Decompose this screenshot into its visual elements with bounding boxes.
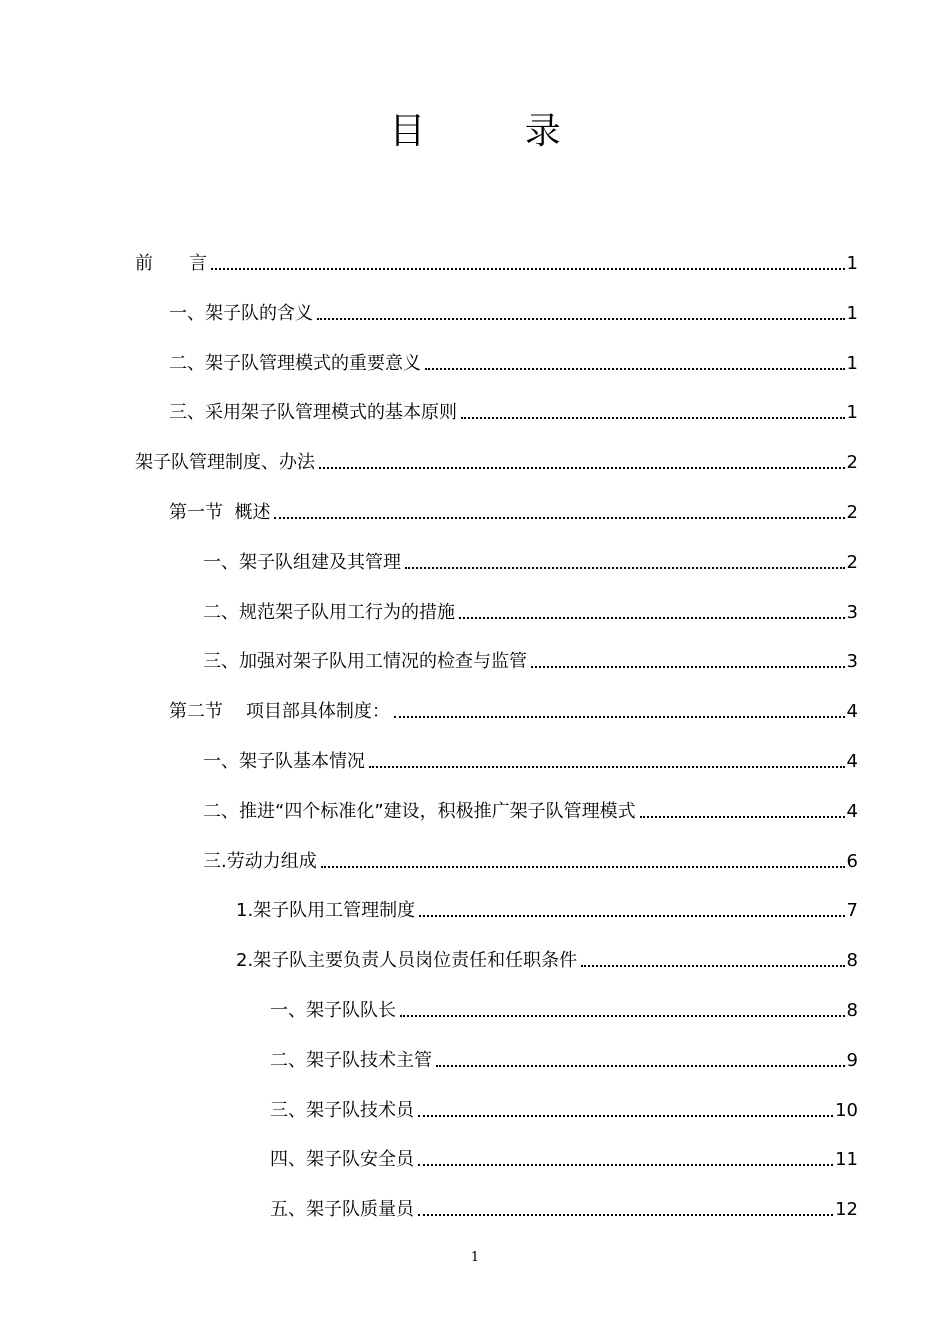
toc-dot-leader	[436, 1065, 845, 1067]
toc-entry[interactable]	[0, 244, 858, 276]
toc-entry[interactable]	[0, 692, 858, 724]
page-number: 1	[470, 1250, 480, 1265]
toc-entry-page: 4	[846, 751, 858, 772]
toc-entry[interactable]	[0, 792, 858, 824]
toc-dot-leader	[461, 417, 845, 419]
toc-entry[interactable]	[0, 393, 858, 425]
toc-dot-leader	[531, 666, 845, 668]
toc-entry-label: 第一节 概述	[169, 502, 271, 523]
page-title: 目 录	[389, 111, 605, 152]
toc-entry-label: 三、采用架子队管理模式的基本原则	[169, 402, 457, 423]
toc-dot-leader	[405, 567, 845, 569]
toc-entry-label: 三.劳动力组成	[203, 851, 317, 872]
toc-entry[interactable]	[0, 1190, 858, 1222]
toc-entry-page: 9	[846, 1050, 858, 1071]
toc-entry[interactable]	[0, 941, 858, 973]
toc-entry-page: 8	[846, 1000, 858, 1021]
toc-entry-label: 前 言	[135, 253, 207, 274]
toc-entry-label: 二、推进“四个标准化”建设，积极推广架子队管理模式	[203, 801, 636, 822]
toc-entry[interactable]	[0, 443, 858, 475]
toc-entry-label: 2.架子队主要负责人员岗位责任和任职条件	[236, 950, 578, 971]
toc-dot-leader	[459, 617, 845, 619]
toc-entry-label: 第二节 项目部具体制度：	[169, 701, 390, 722]
toc-entry-label: 架子队管理制度、办法	[135, 452, 315, 473]
toc-entry-label: 四、架子队安全员	[270, 1149, 414, 1170]
toc-entry-page: 3	[846, 651, 858, 672]
toc-dot-leader	[394, 716, 845, 718]
toc-entry[interactable]	[0, 891, 858, 923]
toc-entry-label: 三、架子队技术员	[270, 1100, 414, 1121]
toc-entry-page: 1	[846, 402, 858, 423]
toc-entry-label: 五、架子队质量员	[270, 1199, 414, 1220]
toc-entry[interactable]	[0, 593, 858, 625]
toc-entry[interactable]	[0, 642, 858, 674]
toc-dot-leader	[419, 915, 844, 917]
toc-entry-page: 1	[846, 353, 858, 374]
toc-entry-page: 10	[835, 1100, 858, 1121]
toc-dot-leader	[418, 1115, 833, 1117]
toc-entry[interactable]	[0, 742, 858, 774]
toc-entry[interactable]	[0, 543, 858, 575]
toc-entry-page: 4	[846, 801, 858, 822]
toc-dot-leader	[321, 866, 845, 868]
toc-dot-leader	[640, 816, 845, 818]
toc-entry[interactable]	[0, 294, 858, 326]
toc-entry-label: 一、架子队队长	[270, 1000, 396, 1021]
toc-dot-leader	[400, 1015, 845, 1017]
toc-entry-label: 一、架子队基本情况	[203, 751, 365, 772]
toc-entry-label: 1.架子队用工管理制度	[236, 900, 416, 921]
toc-entry[interactable]	[0, 493, 858, 525]
toc-dot-leader	[369, 766, 845, 768]
toc-dot-leader	[319, 467, 845, 469]
toc-entry-page: 1	[846, 303, 858, 324]
toc-entry-page: 2	[846, 452, 858, 473]
toc-dot-leader	[211, 268, 845, 270]
toc-entry-page: 6	[846, 851, 858, 872]
toc-dot-leader	[274, 517, 844, 519]
toc-entry-page: 2	[846, 552, 858, 573]
toc-entry-label: 一、架子队的含义	[169, 303, 313, 324]
toc-entry-page: 3	[846, 602, 858, 623]
toc-entry[interactable]	[0, 344, 858, 376]
toc-entry[interactable]	[0, 991, 858, 1023]
toc-entry-page: 2	[846, 502, 858, 523]
toc-entry-label: 二、架子队管理模式的重要意义	[169, 353, 421, 374]
toc-dot-leader	[418, 1214, 833, 1216]
toc-entry-label: 三、加强对架子队用工情况的检查与监管	[203, 651, 527, 672]
toc-entry-page: 12	[835, 1199, 858, 1220]
toc-dot-leader	[418, 1164, 833, 1166]
toc-entry[interactable]	[0, 842, 858, 874]
toc-dot-leader	[425, 368, 845, 370]
toc-entry[interactable]	[0, 1140, 858, 1172]
toc-entry-page: 8	[846, 950, 858, 971]
toc-dot-leader	[317, 318, 845, 320]
toc-entry-page: 1	[846, 253, 858, 274]
toc-entry-label: 二、架子队技术主管	[270, 1050, 432, 1071]
toc-entry-page: 11	[835, 1149, 858, 1170]
toc-entry-label: 二、规范架子队用工行为的措施	[203, 602, 455, 623]
toc-entry[interactable]	[0, 1091, 858, 1123]
toc-entry-page: 7	[846, 900, 858, 921]
toc-entry-page: 4	[846, 701, 858, 722]
toc-dot-leader	[581, 965, 844, 967]
toc-entry-label: 一、架子队组建及其管理	[203, 552, 401, 573]
toc-entry[interactable]	[0, 1041, 858, 1073]
